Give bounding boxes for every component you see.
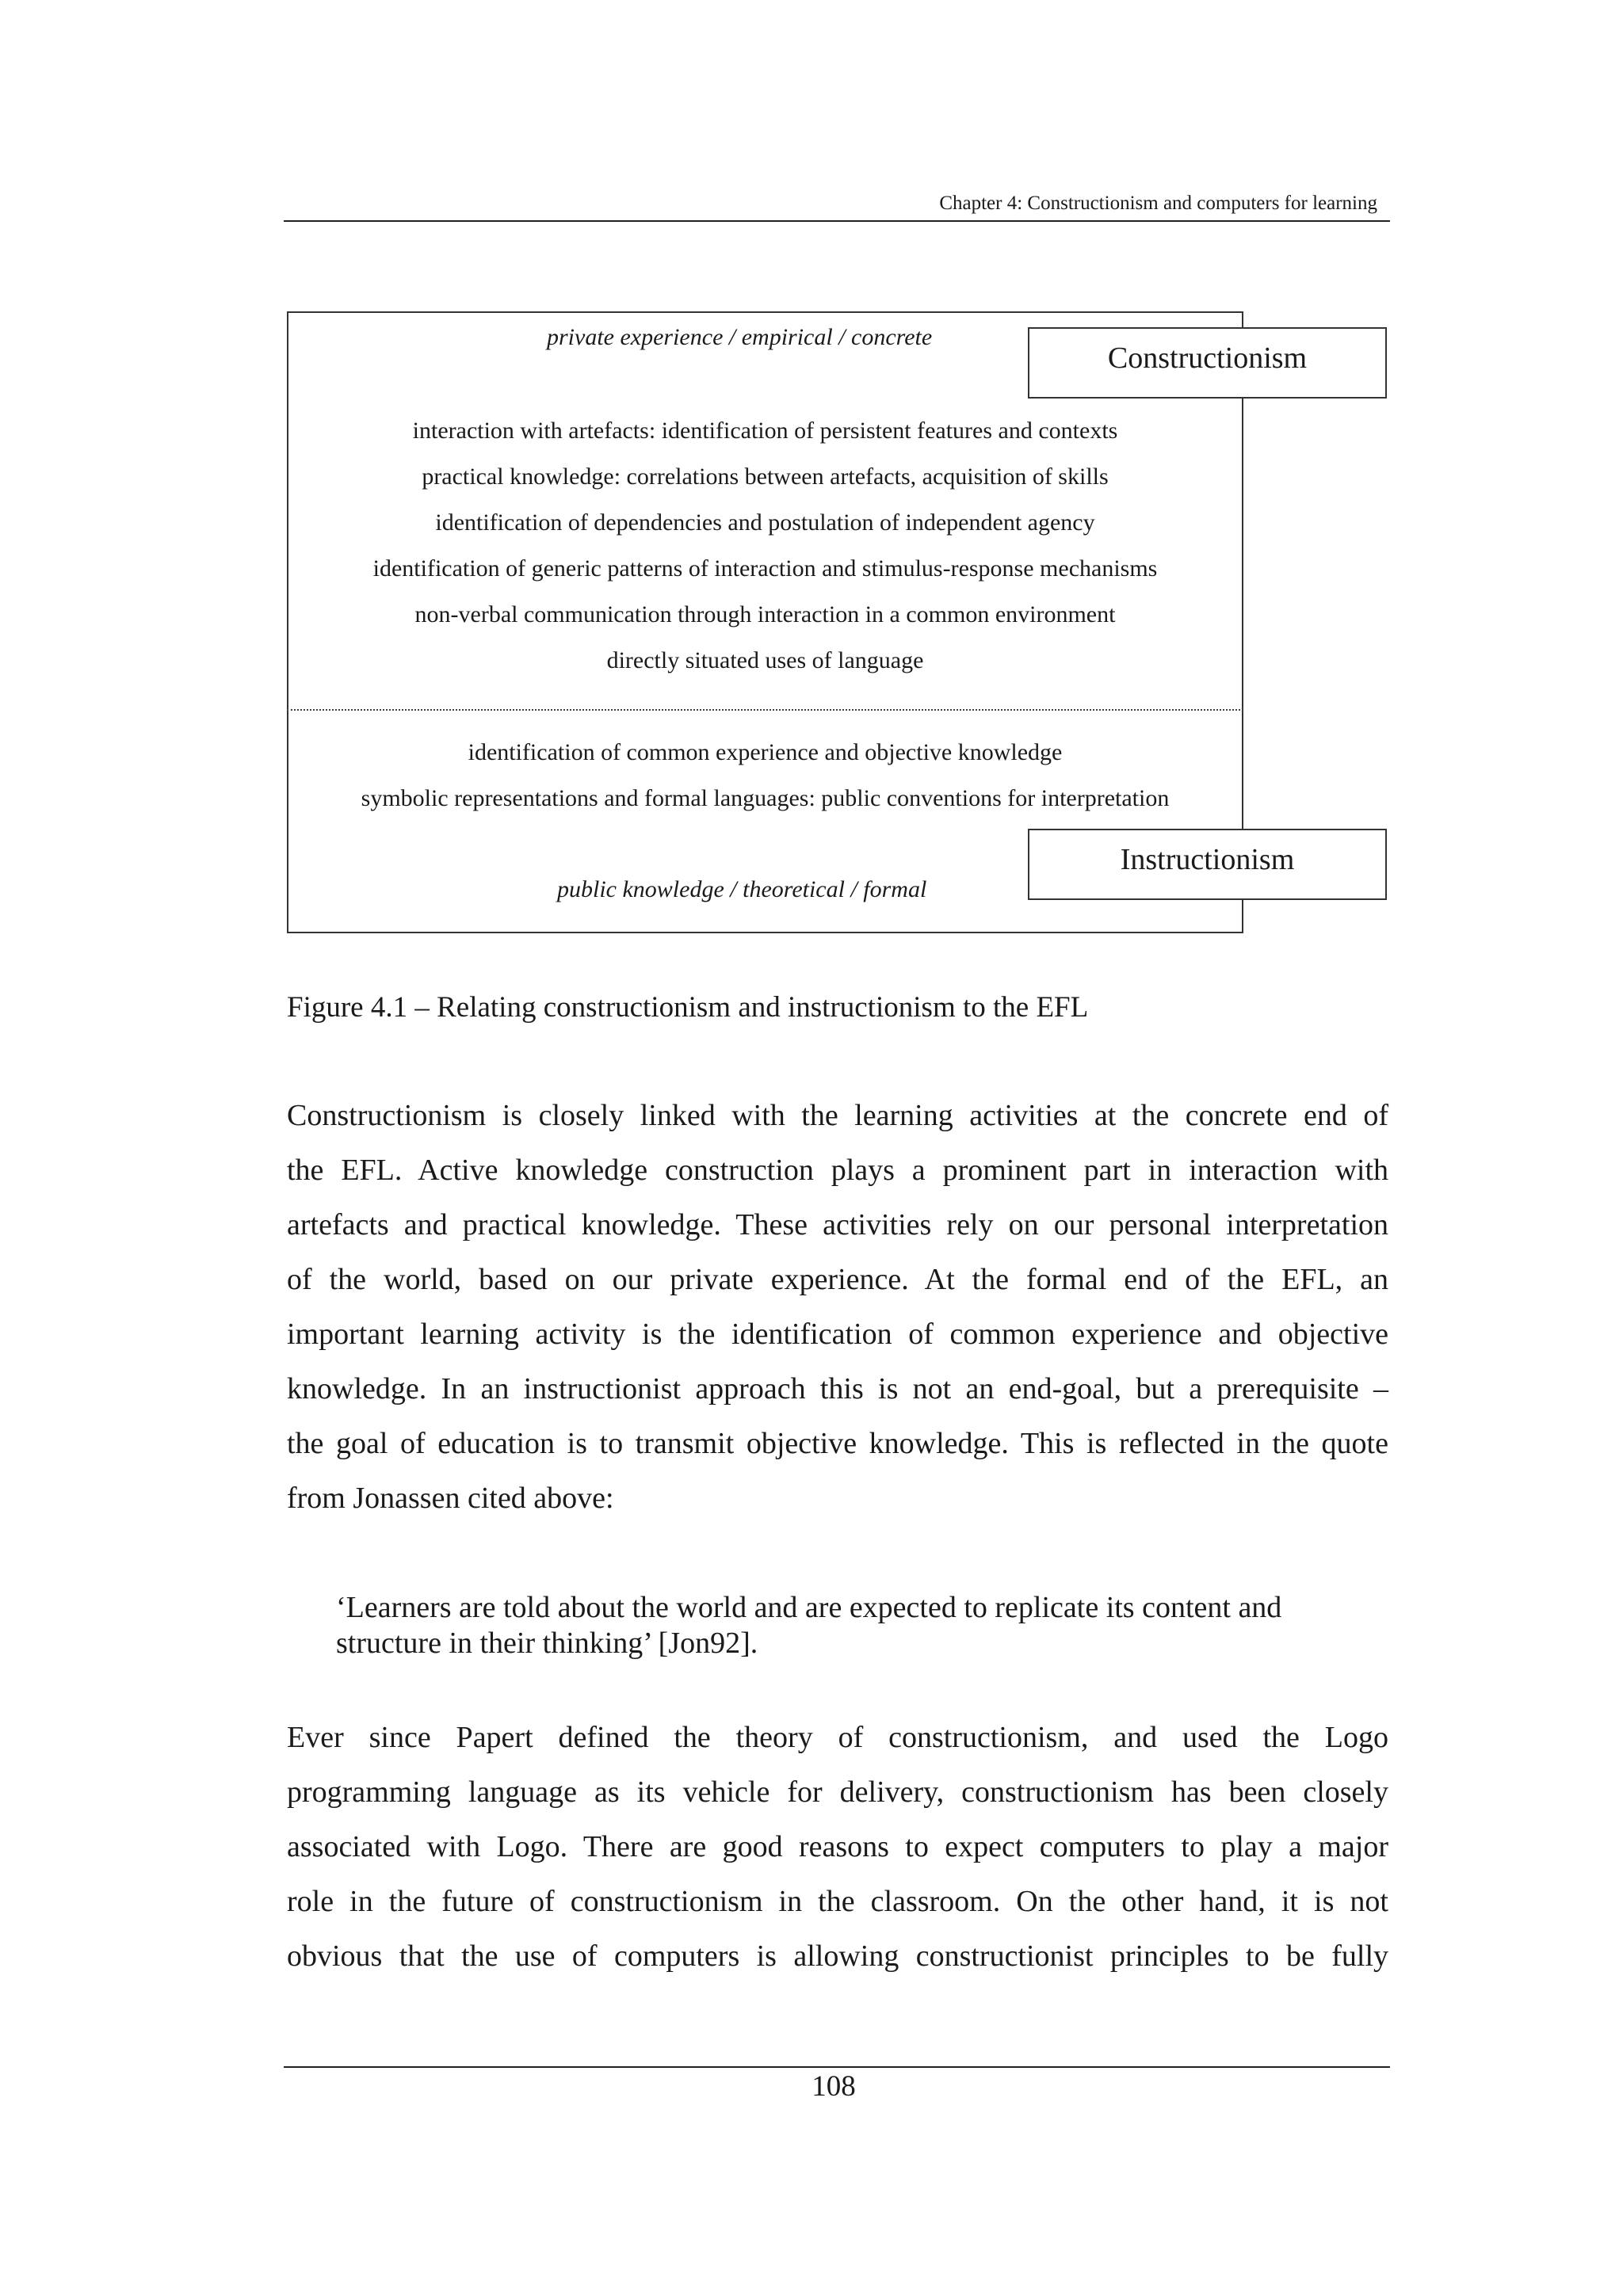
paragraph-line: the goal of education is to transmit objective knowledge. This is reflected in the quote [287, 1427, 1388, 1460]
paragraph-line: Ever since Papert defined the theory of constructionism, and used the Logo [287, 1721, 1388, 1754]
figure-bottom-label: public knowledge / theoretical / formal [557, 876, 927, 902]
figure-upper-item: interaction with artefacts: identification of persistent features and contexts [412, 418, 1118, 444]
paragraph-line: artefacts and practical knowledge. These activities rely on our personal interpretation [287, 1208, 1388, 1241]
footer-rule [284, 2066, 1390, 2068]
instructionism-label-box: Instructionism [1028, 829, 1387, 900]
paragraph-line: knowledge. In an instructionist approach this is not an end-goal, but a prerequisite – [287, 1372, 1388, 1405]
figure-upper-item: practical knowledge: correlations between artefacts, acquisition of skills [422, 463, 1109, 490]
figure-caption: Figure 4.1 – Relating constructionism and instructionism to the EFL [287, 991, 1089, 1024]
paragraph-line: associated with Logo. There are good reasons to expect computers to play a major [287, 1830, 1388, 1863]
figure-upper-item: identification of dependencies and postulation of independent agency [435, 509, 1095, 536]
figure-lower-item: identification of common experience and objective knowledge [468, 739, 1063, 765]
header-rule [284, 220, 1390, 222]
block-quote-line: ‘Learners are told about the world and are expected to replicate its content and [336, 1591, 1282, 1624]
paragraph-line: role in the future of constructionism in the classroom. On the other hand, it is not [287, 1885, 1388, 1918]
paragraph-line: important learning activity is the identification of common experience and objective [287, 1318, 1388, 1351]
paragraph-line: the EFL. Active knowledge construction plays a prominent part in interaction with [287, 1154, 1388, 1187]
figure-lower-item: symbolic representations and formal languages: public conventions for interpretation [361, 785, 1170, 811]
paragraph-line: Constructionism is closely linked with the learning activities at the concrete end of [287, 1099, 1388, 1132]
paragraph-line: obvious that the use of computers is allowing constructionist principles to be fully [287, 1939, 1388, 1973]
page-number: 108 [812, 2070, 856, 2103]
paragraph-line: programming language as its vehicle for delivery, constructionism has been closely [287, 1775, 1388, 1809]
paragraph-line: from Jonassen cited above: [287, 1482, 614, 1515]
running-header: Chapter 4: Constructionism and computers for learning [939, 193, 1377, 214]
figure-divider [287, 709, 1243, 711]
figure-upper-item: non-verbal communication through interaction in a common environment [414, 601, 1116, 627]
constructionism-label-box: Constructionism [1028, 327, 1387, 399]
figure-top-label: private experience / empirical / concrete [547, 324, 933, 350]
figure-upper-item: directly situated uses of language [606, 647, 924, 673]
block-quote-line: structure in their thinking’ [Jon92]. [336, 1627, 758, 1660]
paragraph-line: of the world, based on our private experience. At the formal end of the EFL, an [287, 1263, 1388, 1296]
figure-upper-item: identification of generic patterns of interaction and stimulus-response mechanisms [372, 555, 1158, 582]
